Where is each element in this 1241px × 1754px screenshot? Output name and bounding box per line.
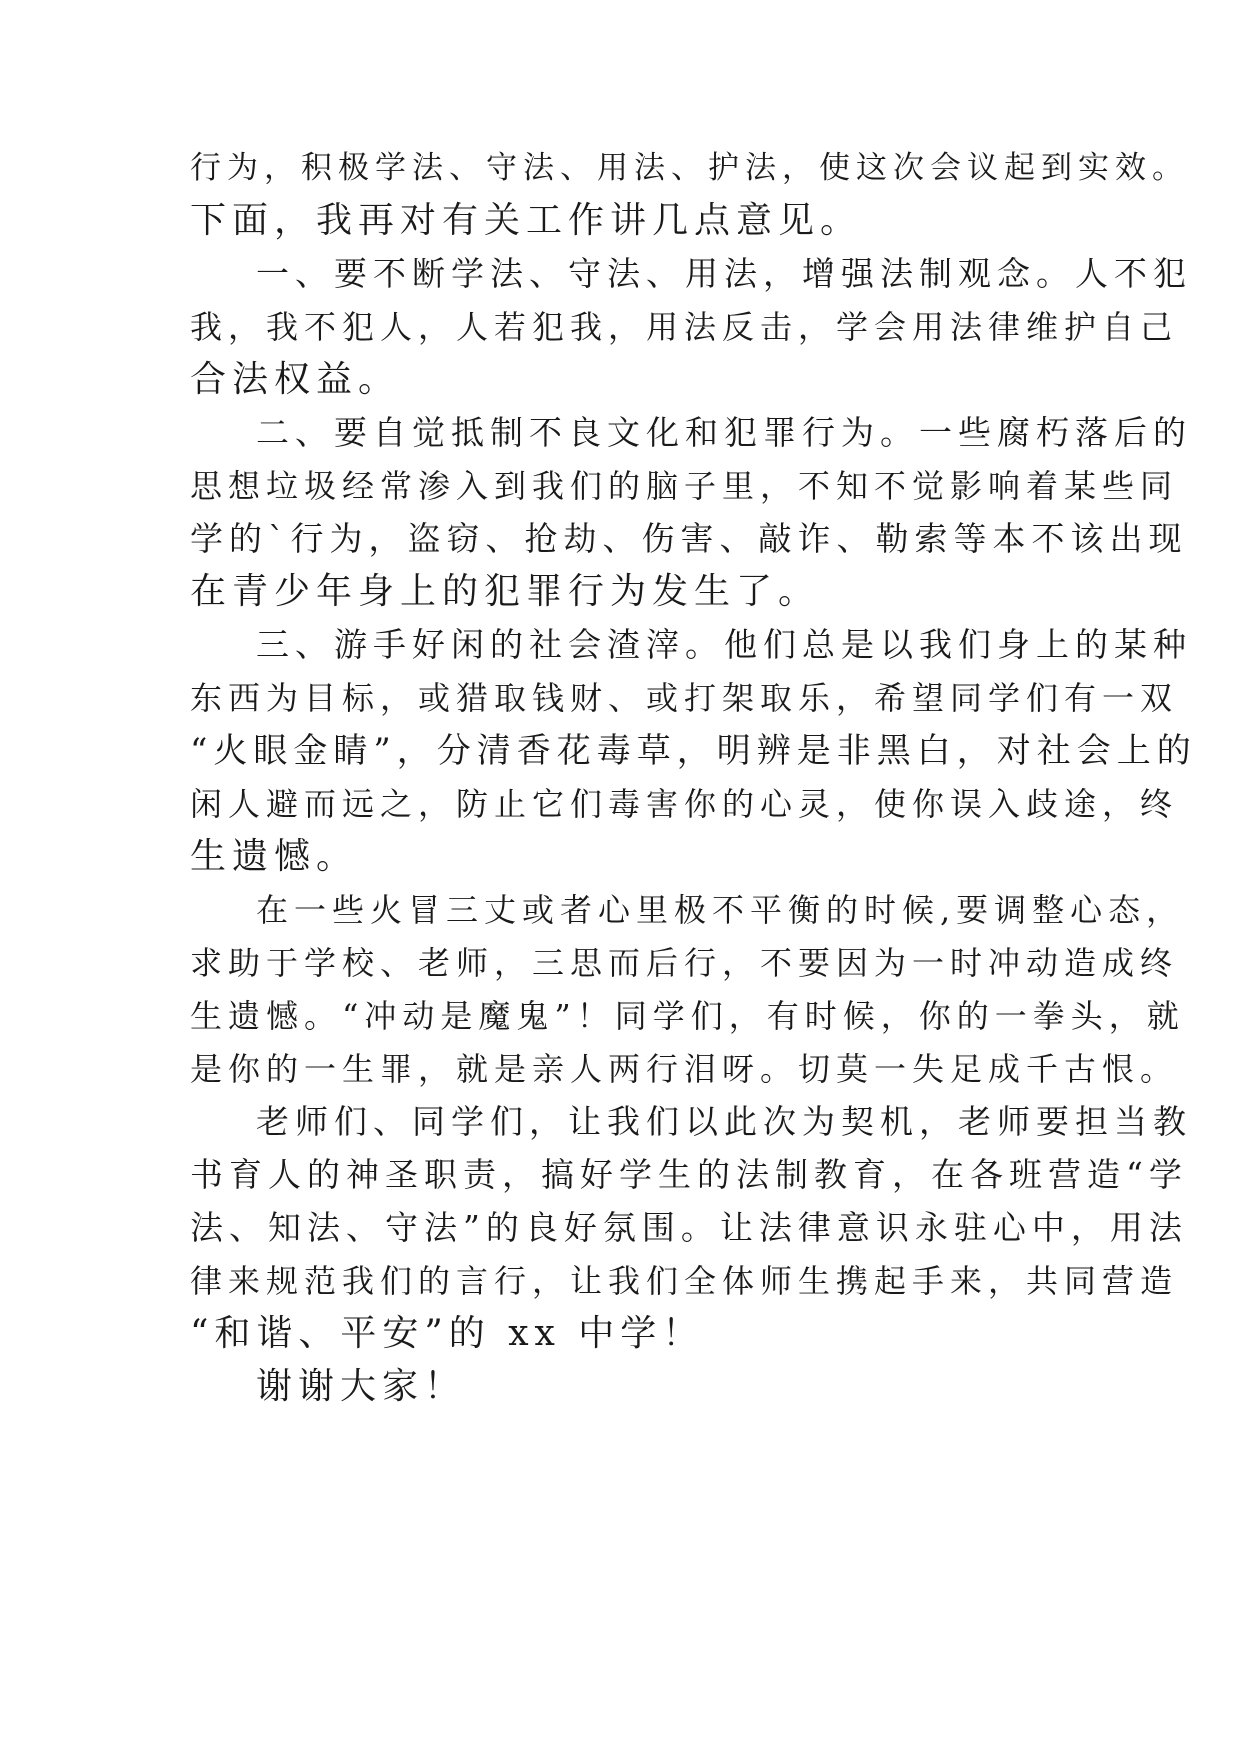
text-line: 谢谢大家！ — [256, 1366, 467, 1407]
text-line: 东西为目标，或猎取钱财、或打架取乐，希望同学们有一双 — [190, 679, 1179, 717]
text-line: 三、游手好闲的社会渣滓。他们总是以我们身上的某种 — [256, 625, 1192, 664]
text-line: 一、要不断学法、守法、用法，增强法制观念。人不犯 — [256, 254, 1192, 293]
text-line: “火眼金睛”，分清香花毒草，明辨是非黑白，对社会上的 — [190, 731, 1197, 771]
text-line: 在一些火冒三丈或者心里极不平衡的时候,要调整心态， — [256, 891, 1185, 929]
text-line: 生遗憾。 — [190, 836, 359, 877]
text-line: 闲人避而远之，防止它们毒害你的心灵，使你误入歧途，终 — [190, 785, 1179, 823]
text-line: 在青少年身上的犯罪行为发生了。 — [190, 571, 821, 612]
text-line: “和谐、平安”的 xx 中学！ — [190, 1313, 705, 1354]
text-line: 合法权益。 — [190, 359, 401, 400]
text-line: 下面，我再对有关工作讲几点意见。 — [190, 200, 863, 241]
text-line: 法、知法、守法”的良好氛围。让法律意识永驻心中，用法 — [190, 1208, 1188, 1247]
text-line: 学的`行为，盗窃、抢劫、伤害、敲诈、勒索等本不该出现 — [190, 519, 1188, 558]
text-line: 思想垃圾经常渗入到我们的脑子里，不知不觉影响着某些同 — [190, 467, 1179, 505]
text-line: 求助于学校、老师，三思而后行，不要因为一时冲动造成终 — [190, 944, 1179, 982]
text-line: 是你的一生罪，就是亲人两行泪呀。切莫一失足成千古恨。 — [190, 1050, 1179, 1088]
text-line: 行为，积极学法、守法、用法、护法，使这次会议起到实效。 — [190, 150, 1189, 186]
text-line: 二、要自觉抵制不良文化和犯罪行为。一些腐朽落后的 — [256, 413, 1192, 452]
text-line: 律来规范我们的言行，让我们全体师生携起手来，共同营造 — [190, 1262, 1179, 1300]
text-line: 书育人的神圣职责，搞好学生的法制教育，在各班营造“学 — [190, 1155, 1188, 1194]
text-line: 生遗憾。“冲动是魔鬼”！同学们，有时候，你的一拳头，就 — [190, 997, 1185, 1035]
text-line: 老师们、同学们，让我们以此次为契机，老师要担当教 — [256, 1102, 1192, 1141]
text-line: 我，我不犯人，人若犯我，用法反击，学会用法律维护自己 — [190, 308, 1179, 346]
